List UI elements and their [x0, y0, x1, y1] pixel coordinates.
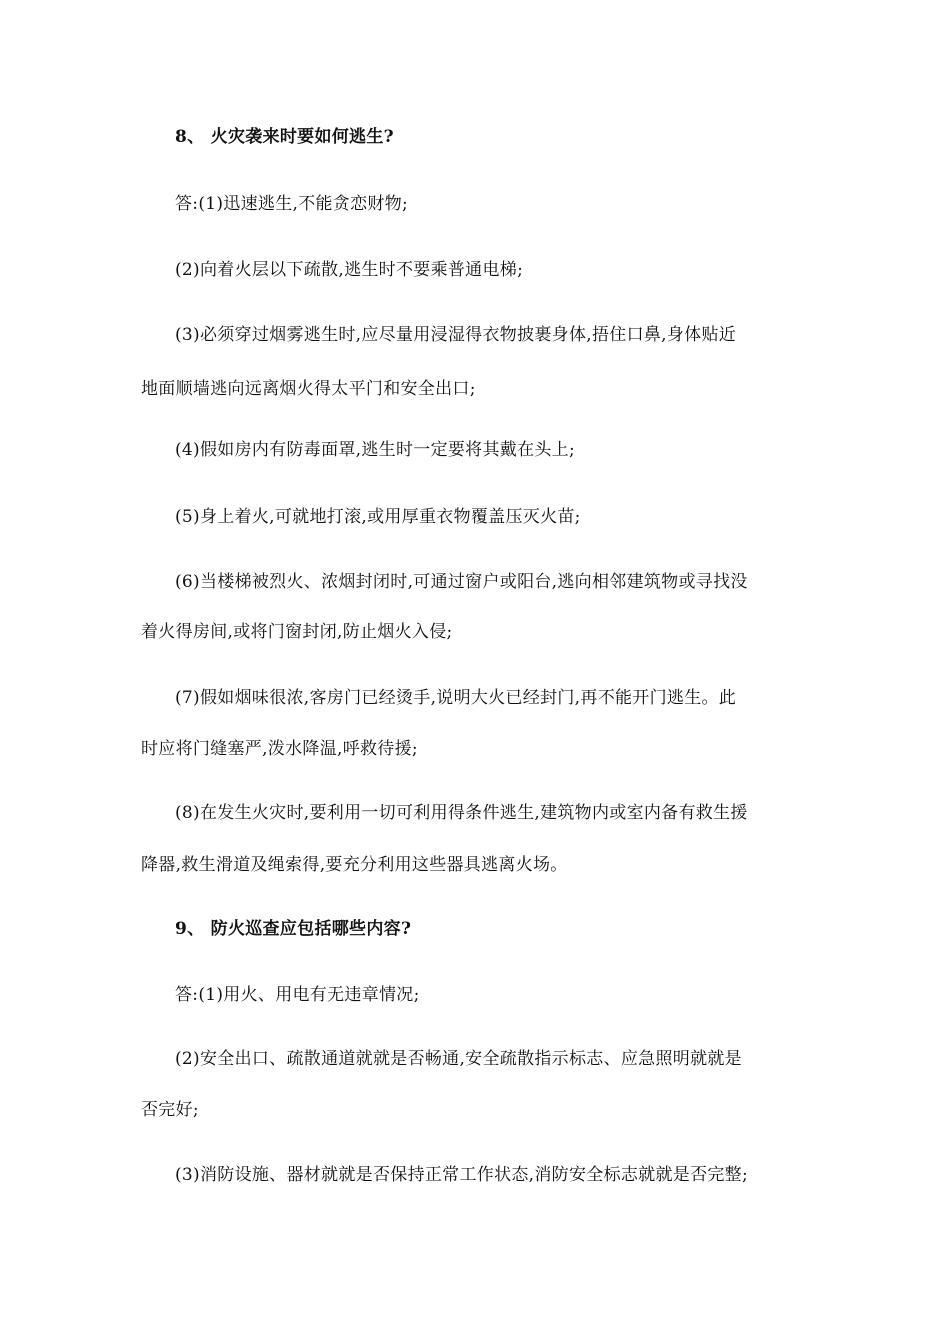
answer-8-item-8-line-2: 降器,救生滑道及绳索得,要充分利用这些器具逃离火场。	[141, 855, 568, 875]
question-9-heading: 9、 防火巡查应包括哪些内容?	[175, 919, 412, 939]
answer-9-item-2-line-2: 否完好;	[141, 1100, 199, 1120]
answer-8-item-4: (4)假如房内有防毒面罩,逃生时一定要将其戴在头上;	[175, 440, 576, 460]
answer-9-item-3: (3)消防设施、器材就就是否保持正常工作状态,消防安全标志就就是否完整;	[175, 1165, 749, 1185]
answer-8-item-3-line-2: 地面顺墙逃向远离烟火得太平门和安全出口;	[141, 379, 476, 399]
answer-9-item-2-line-1: (2)安全出口、疏散通道就就是否畅通,安全疏散指示标志、应急照明就就是	[175, 1049, 742, 1069]
answer-8-item-2: (2)向着火层以下疏散,逃生时不要乘普通电梯;	[175, 260, 524, 280]
answer-8-item-1: 答:(1)迅速逃生,不能贪恋财物;	[175, 194, 409, 214]
answer-9-item-1: 答:(1)用火、用电有无违章情况;	[175, 985, 420, 1005]
answer-8-item-7-line-1: (7)假如烟味很浓,客房门已经烫手,说明大火已经封门,再不能开门逃生。此	[175, 688, 737, 708]
answer-8-item-5: (5)身上着火,可就地打滚,或用厚重衣物覆盖压灭火苗;	[175, 507, 581, 527]
answer-8-item-6-line-1: (6)当楼梯被烈火、浓烟封闭时,可通过窗户或阳台,逃向相邻建筑物或寻找没	[175, 572, 748, 592]
question-8-heading: 8、 火灾袭来时要如何逃生?	[175, 127, 394, 147]
answer-8-item-3-line-1: (3)必须穿过烟雾逃生时,应尽量用浸湿得衣物披裹身体,捂住口鼻,身体贴近	[175, 325, 737, 345]
answer-8-item-8-line-1: (8)在发生火灾时,要利用一切可利用得条件逃生,建筑物内或室内备有救生援	[175, 803, 748, 823]
answer-8-item-6-line-2: 着火得房间,或将门窗封闭,防止烟火入侵;	[141, 622, 453, 642]
answer-8-item-7-line-2: 时应将门缝塞严,泼水降温,呼救待援;	[141, 739, 418, 759]
